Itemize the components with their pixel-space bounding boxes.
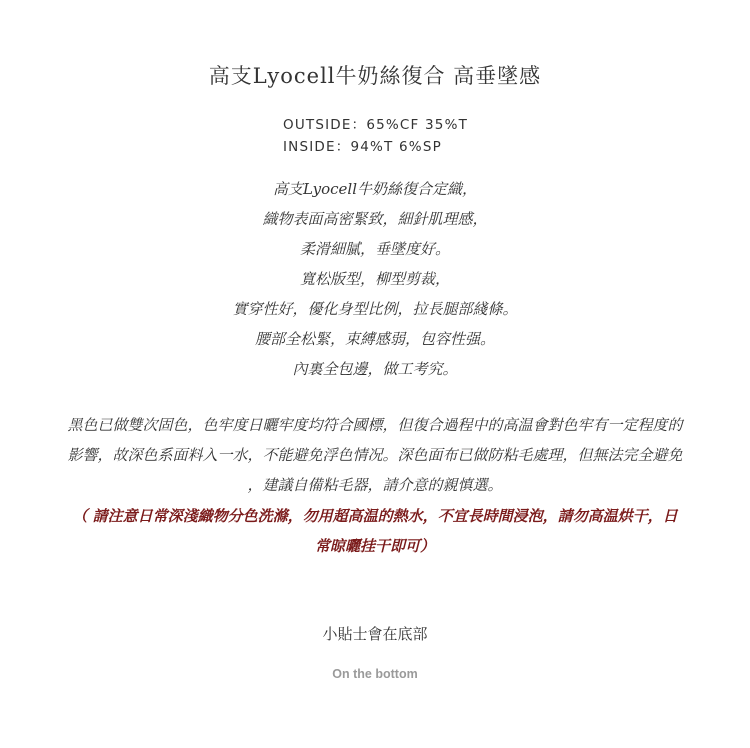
feature-list (0, 174, 750, 384)
tips-heading: 小貼士會在底部 (322, 625, 428, 643)
feature-line: 腰部全松緊，束縛感弱，包容性强。 (254, 330, 495, 348)
composition-outside: OUTSIDE：65%CF 35%T (283, 117, 469, 133)
color-fastness-notice (40, 410, 710, 500)
care-line: （ 請注意日常深淺織物分色洗滌，勿用超高温的熱水，不宜長時間浸泡，請勿高温烘干，日 (72, 507, 678, 525)
page-title: 高支Lyocell牛奶絲復合 高垂墜感 (208, 64, 542, 88)
notice-line: 影響，故深色系面料入一水，不能避免浮色情况。深色面布已做防粘毛處理，但無法完全避免 (67, 446, 683, 464)
composition-inside: INSIDE：94%T 6%SP (283, 139, 442, 155)
feature-line: 高支Lyocell牛奶絲復合定織， (272, 180, 478, 198)
notice-line: ，建議自備粘毛器，請介意的親慎選。 (247, 476, 503, 494)
care-instructions (40, 501, 710, 561)
bottom-note: On the bottom (332, 667, 418, 681)
care-line: 常晾曬挂干即可） (314, 537, 435, 555)
feature-line: 內裏全包邊，做工考究。 (292, 360, 458, 378)
feature-line: 寬松版型，柳型剪裁， (299, 270, 450, 288)
notice-line: 黑色已做雙次固色，色牢度日曬牢度均符合國標，但復合過程中的高温會對色牢有一定程度的 (67, 416, 683, 434)
fabric-composition (283, 114, 468, 158)
feature-line: 織物表面高密緊致，細針肌理感， (262, 210, 488, 228)
feature-line: 柔滑細膩，垂墜度好。 (299, 240, 450, 258)
feature-line: 實穿性好，優化身型比例，拉長腿部綫條。 (232, 300, 518, 318)
